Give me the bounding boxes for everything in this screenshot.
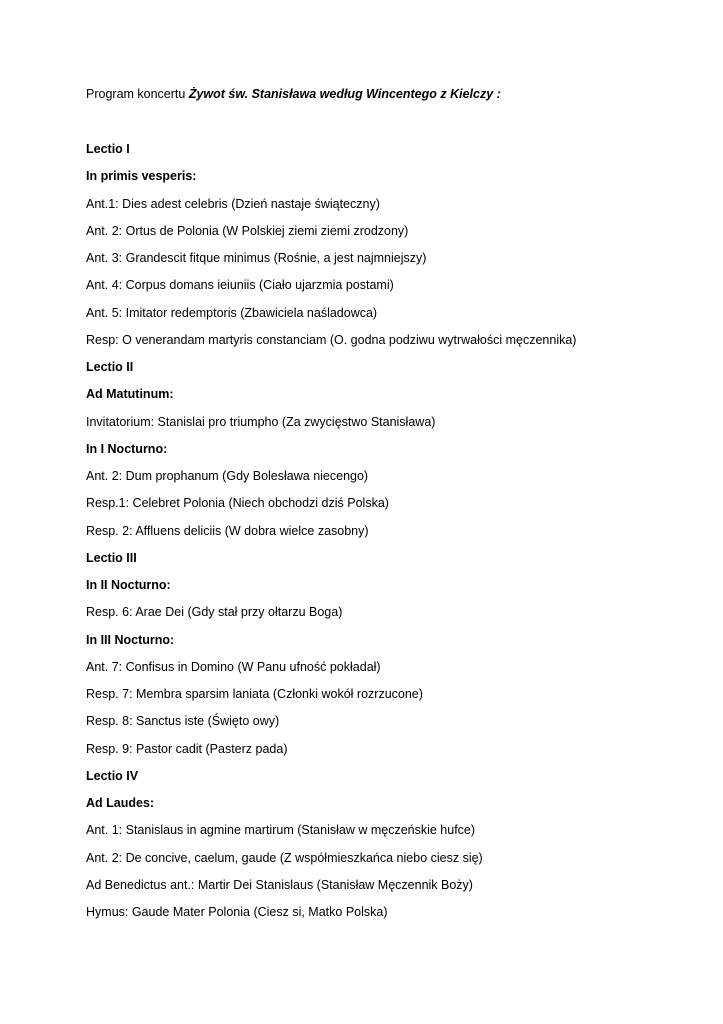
- program-entry: Resp. 9: Pastor cadit (Pasterz pada): [86, 741, 288, 756]
- program-entry: Ant. 7: Confisus in Domino (W Panu ufność pokładał): [86, 659, 381, 674]
- program-entry: Ant. 1: Stanislaus in agmine martirum (Stanisław w męczeńskie hufce): [86, 823, 476, 838]
- program-entry: Resp. 8: Sanctus iste (Święto owy): [86, 714, 280, 729]
- program-entry: Ant. 2: Dum prophanum (Gdy Bolesława niecengo): [86, 469, 369, 483]
- program-entry: Ant. 2: De concive, caelum, gaude (Z współmieszkańca niebo ciesz się): [86, 850, 483, 865]
- program-entry: Invitatorium: Stanislai pro triumpho (Za zwycięstwo Stanisława): [86, 414, 436, 429]
- program-entry: Ant. 4: Corpus domans ieiuniis (Ciało ujarzmia postami): [86, 278, 394, 293]
- section-heading: Lectio II: [86, 360, 134, 374]
- section-heading: Ad Matutinum:: [86, 387, 174, 402]
- program-prefix: Program koncertu: [86, 87, 189, 101]
- program-entry: Resp: O venerandam martyris constanciam (O. godna podziwu wytrwałości męczennika): [86, 332, 577, 347]
- program-entry: Hymus: Gaude Mater Polonia (Ciesz si, Matko Polska): [86, 905, 388, 919]
- section-heading: Lectio I: [86, 142, 130, 156]
- section-heading: In I Nocturno:: [86, 441, 168, 456]
- section-heading: In III Nocturno:: [86, 632, 175, 647]
- section-heading: Lectio IV: [86, 768, 139, 783]
- program-title: Żywot św. Stanisława według Wincentego z Kielczy :: [188, 87, 501, 101]
- program-entry: Resp. 6: Arae Dei (Gdy stał przy ołtarzu Boga): [86, 605, 343, 620]
- program-entry: Ant.1: Dies adest celebris (Dzień nastaje świąteczny): [86, 196, 380, 211]
- section-heading: In primis vesperis:: [86, 169, 197, 184]
- section-heading: Ad Laudes:: [86, 796, 155, 810]
- program-header: [86, 86, 501, 102]
- program-entry: Resp. 2: Affluens deliciis (W dobra wielce zasobny): [86, 523, 369, 538]
- program-entry: Ant. 5: Imitator redemptoris (Zbawiciela naśladowca): [86, 305, 378, 320]
- section-heading: Lectio III: [86, 550, 137, 565]
- program-entry: Ant. 2: Ortus de Polonia (W Polskiej ziemi ziemi zrodzony): [86, 223, 409, 238]
- program-entry: Resp.1: Celebret Polonia (Niech obchodzi dziś Polska): [86, 496, 389, 511]
- program-entry: Ad Benedictus ant.: Martir Dei Stanislaus (Stanisław Męczennik Boży): [86, 877, 473, 892]
- program-entry: Ant. 3: Grandescit fitque minimus (Rośnie, a jest najmniejszy): [86, 251, 427, 265]
- program-entry: Resp. 7: Membra sparsim laniata (Członki wokół rozrzucone): [86, 687, 423, 701]
- section-heading: In II Nocturno:: [86, 578, 171, 592]
